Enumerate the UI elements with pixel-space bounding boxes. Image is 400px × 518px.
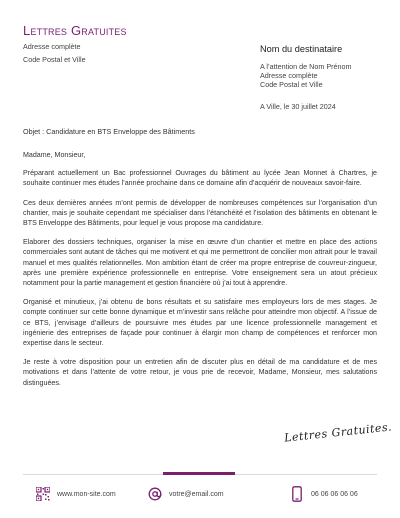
body-paragraph: Elaborer des dossiers techniques, organiser la mise en œuvre d’un chantier et mettre en place des actions commerciales sont autant de tâches qui me motivent et qui me permettront de concilier mon attrait pour le travail manuel et mes qualités relationnelles. Mon ambition étant de créer ma propre entreprise de couvreur-zingueur, après une première expérience professionnelle en entreprise. Votre enseignement sera un atout précieux notamment pour la partie management et gestion financière où j’ai tout à apprendre. [23, 238, 377, 288]
body-paragraph: Organisé et minutieux, j’ai obtenu de bons résultats et su satisfaire mes employeurs lors de mes stages. Je compte continuer sur cette bonne dynamique et m’investir sans relâche pour atteindre mon objectif. A l’issue de ce BTS, j’envisage d’ailleurs de poursuivre mes études par une licence professionnelle management et ingénierie des entreprises de façade pour continuer à élargir mon champ de compétences et renforcer mon expertise dans le secteur. [23, 298, 377, 348]
sender-block [23, 24, 127, 64]
footer-website-text: www.mon-site.com [57, 490, 116, 498]
body-paragraph: Je reste à votre disposition pour un entretien afin de discuter plus en détail de ma candidature et de mes motivations et dans l’attente de votre retour, je vous prie de recevoir, Madame, Monsieur, mes salutations distinguées. [23, 358, 377, 387]
recipient-address: Adresse complète [260, 71, 318, 80]
footer-website[interactable] [35, 484, 116, 504]
handwritten-signature: Lettres Gratuites. [283, 420, 393, 445]
at-sign-icon [147, 486, 163, 502]
footer-email-text: votre@email.com [169, 490, 224, 498]
letter-object: Objet : Candidature en BTS Enveloppe des Bâtiments [23, 127, 195, 136]
recipient-name: Nom du destinataire [260, 44, 343, 54]
letter-body [23, 150, 377, 397]
footer-phone-text: 06 06 06 06 06 [311, 490, 358, 498]
salutation: Madame, Monsieur, [23, 151, 86, 159]
body-paragraph: Préparant actuellement un Bac professionnel Ouvrages du bâtiment au lycée Jean Monnet à Chartres, je souhaite continuer mes études l’année prochaine dans ce domaine afin d’acquérir de nouveaux savoir-faire. [23, 169, 377, 188]
mobile-phone-icon [289, 486, 305, 502]
sender-postal-city: Code Postal et Ville [23, 55, 86, 64]
footer-divider-accent [163, 472, 235, 475]
recipient-block [260, 44, 390, 89]
footer [0, 484, 400, 504]
footer-email[interactable] [147, 484, 224, 504]
place-date: A Ville, le 30 juillet 2024 [260, 102, 336, 111]
recipient-attention: A l’attention de Nom Prénom [260, 62, 352, 71]
recipient-postal-city: Code Postal et Ville [260, 80, 323, 89]
sender-address: Adresse complète [23, 42, 81, 51]
footer-phone[interactable] [289, 484, 358, 504]
sender-name: Lettres Gratuites [23, 23, 127, 38]
body-paragraph: Ces deux dernières années m’ont permis de développer de nombreuses compétences sur l’organisation d’un chantier, mais je souhaite cependant me spécialiser dans l’étanchéité et l’isolation des bâtiments en obtenant le BTS Enveloppe des Bâtiments, pour lequel je vous propose ma candidature. [23, 198, 377, 228]
qr-code-icon [35, 486, 51, 502]
